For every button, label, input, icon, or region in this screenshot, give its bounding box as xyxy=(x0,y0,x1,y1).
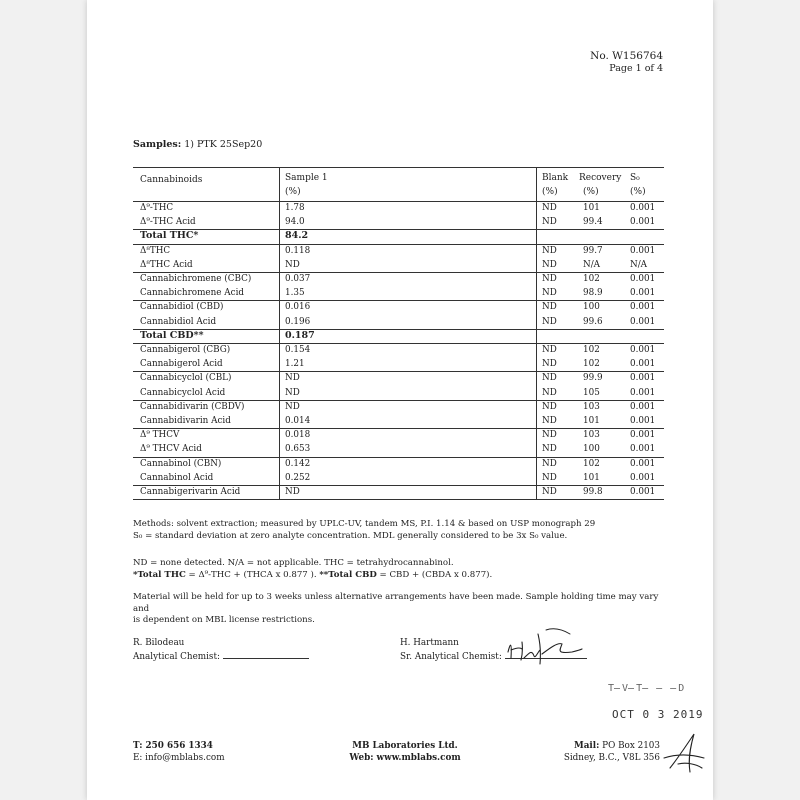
blank-value: ND xyxy=(542,217,557,228)
sample-value: ND xyxy=(285,487,300,497)
methods-line-1: Methods: solvent extraction; measured by UPLC-UV, tandem MS, P.I. 1.14 & based on USP monograph 29 xyxy=(133,519,596,529)
blank-value: ND xyxy=(542,245,557,256)
recovery-value: 101 xyxy=(583,203,600,213)
sample-value: 84.2 xyxy=(285,230,309,242)
s0-value: 0.001 xyxy=(630,217,656,228)
sample-value: 0.016 xyxy=(285,302,311,313)
sample-value: 1.78 xyxy=(285,203,305,213)
recovery-value: 103 xyxy=(583,401,600,412)
sample-value: ND xyxy=(285,387,300,398)
s0-value: 0.001 xyxy=(630,203,656,213)
header-blank: Blank xyxy=(542,173,569,183)
compound-name: Cannabinol (CBN) xyxy=(140,458,222,469)
sample-value: 1.35 xyxy=(285,288,305,299)
abbreviations-line: ND = none detected. N/A = not applicable. THC = tetrahydrocannabinol. xyxy=(133,558,454,568)
s0-value: 0.001 xyxy=(630,274,656,284)
senior-chemist-title: Sr. Analytical Chemist: xyxy=(400,652,502,662)
group-rule xyxy=(133,229,664,230)
sample-value: 0.653 xyxy=(285,444,311,455)
recovery-value: 99.9 xyxy=(583,373,603,384)
footer-phone: T: 250 656 1334 xyxy=(133,741,213,751)
recovery-value: 98.9 xyxy=(583,288,603,299)
s0-value: 0.001 xyxy=(630,444,656,455)
sample-value: 0.037 xyxy=(285,274,311,284)
methods-note xyxy=(133,519,668,542)
column-divider xyxy=(279,167,280,499)
footer-company xyxy=(340,740,470,764)
recovery-value: 99.4 xyxy=(583,217,603,228)
footer-website: Web: www.mblabs.com xyxy=(349,753,461,763)
initials-signature xyxy=(660,728,710,776)
recovery-value: N/A xyxy=(583,259,601,270)
retention-line-1: Material will be held for up to 3 weeks unless alternative arrangements have been made. Sample holding time may vary and xyxy=(133,592,659,614)
abbreviations-note xyxy=(133,558,668,581)
compound-name: Cannabidiol (CBD) xyxy=(140,302,224,313)
sample-value: 1.21 xyxy=(285,359,305,370)
sample-value: 0.252 xyxy=(285,472,311,483)
analytical-chemist-signature-line xyxy=(223,649,309,659)
sample-value: ND xyxy=(285,401,300,412)
recovery-value: 100 xyxy=(583,302,600,313)
recovery-value: 105 xyxy=(583,387,600,398)
total-cbd-formula: = CBD + (CBDA x 0.877). xyxy=(376,569,493,580)
analytical-chemist-signature-block xyxy=(133,637,309,663)
recovery-value: 102 xyxy=(583,458,600,469)
s0-value: N/A xyxy=(630,259,648,270)
compound-name: Cannabichromene Acid xyxy=(140,288,245,299)
sample-value: 0.187 xyxy=(285,329,315,341)
sample-value: ND xyxy=(285,259,300,270)
blank-value: ND xyxy=(542,288,557,299)
footer-contact xyxy=(133,740,225,764)
samples-value: 1) PTK 25Sep20 xyxy=(184,139,263,150)
footer-mail-label: Mail: xyxy=(573,741,600,751)
compound-name: Δ⁹-THC xyxy=(140,203,174,213)
header-s0-unit: (%) xyxy=(630,187,646,197)
compound-name: Total CBD** xyxy=(140,329,204,341)
s0-value: 0.001 xyxy=(630,316,656,327)
sample-value: 0.118 xyxy=(285,245,311,256)
s0-value: 0.001 xyxy=(630,302,656,313)
blank-value: ND xyxy=(542,316,557,327)
total-thc-formula-label: *Total THC xyxy=(133,569,186,580)
compound-name: Δ⁹ THCV xyxy=(140,430,180,441)
header-compound: Cannabinoids xyxy=(140,175,203,185)
recovery-value: 103 xyxy=(583,430,600,441)
blank-value: ND xyxy=(542,359,557,370)
sample-value: 94.0 xyxy=(285,217,305,228)
header-sample: Sample 1 xyxy=(285,173,328,183)
compound-name: Total THC* xyxy=(140,230,199,242)
recovery-value: 102 xyxy=(583,274,600,284)
compound-name: Cannabidiol Acid xyxy=(140,316,217,327)
s0-value: 0.001 xyxy=(630,345,656,355)
blank-value: ND xyxy=(542,430,557,441)
s0-value: 0.001 xyxy=(630,387,656,398)
blank-value: ND xyxy=(542,302,557,313)
cannabinoid-results-table xyxy=(133,167,664,499)
recovery-value: 100 xyxy=(583,444,600,455)
blank-value: ND xyxy=(542,345,557,355)
compound-name: Cannabigerol (CBG) xyxy=(140,345,231,355)
s0-value: 0.001 xyxy=(630,373,656,384)
s0-value: 0.001 xyxy=(630,416,656,426)
header-sample-unit: (%) xyxy=(285,187,301,197)
sample-value: 0.196 xyxy=(285,316,311,327)
footer-mailing-address xyxy=(520,740,660,764)
compound-name: Cannabigerivarin Acid xyxy=(140,487,241,497)
methods-line-2: S₀ = standard deviation at zero analyte concentration. MDL generally considered to be 3x S₀ value. xyxy=(133,530,568,541)
totals-formula-line xyxy=(133,570,668,582)
group-rule xyxy=(133,499,664,500)
blank-value: ND xyxy=(542,373,557,384)
compound-name: Cannabichromene (CBC) xyxy=(140,274,252,284)
compound-name: Δ⁹-THC Acid xyxy=(140,217,196,228)
header-recovery-unit: (%) xyxy=(583,187,599,197)
received-stamp-header: T̶V̶T̶ ̶ ̶D xyxy=(608,683,687,694)
compound-name: Δ⁸THC xyxy=(140,245,171,256)
sample-value: 0.142 xyxy=(285,458,311,469)
blank-value: ND xyxy=(542,416,557,426)
recovery-value: 99.6 xyxy=(583,316,603,327)
samples-label: Samples: xyxy=(133,139,182,150)
footer-company-name: MB Laboratories Ltd. xyxy=(352,741,458,751)
s0-value: 0.001 xyxy=(630,430,656,441)
header-recovery: Recovery xyxy=(579,173,622,183)
footer-mail-box: PO Box 2103 xyxy=(602,741,660,751)
recovery-value: 102 xyxy=(583,359,600,370)
sample-value: ND xyxy=(285,373,300,384)
blank-value: ND xyxy=(542,387,557,398)
s0-value: 0.001 xyxy=(630,245,656,256)
page-indicator: Page 1 of 4 xyxy=(609,63,663,74)
recovery-value: 99.8 xyxy=(583,487,603,497)
compound-name: Cannabidivarin Acid xyxy=(140,416,231,426)
received-stamp-date: OCT 0 3 2019 xyxy=(612,708,704,721)
analytical-chemist-title: Analytical Chemist: xyxy=(133,652,220,662)
s0-value: 0.001 xyxy=(630,401,656,412)
footer-email: E: info@mblabs.com xyxy=(133,753,225,763)
senior-chemist-name: H. Hartmann xyxy=(400,638,459,648)
footer-mail-city: Sidney, B.C., V8L 356 xyxy=(563,753,660,763)
sample-value: 0.154 xyxy=(285,345,311,355)
header-blank-unit: (%) xyxy=(542,187,558,197)
compound-name: Cannabigerol Acid xyxy=(140,359,223,370)
header-s0: S₀ xyxy=(630,173,640,183)
total-thc-formula: = Δ⁹-THC + (THCA x 0.877 ). xyxy=(185,569,320,580)
blank-value: ND xyxy=(542,401,557,412)
blank-value: ND xyxy=(542,203,557,213)
document-number: No. W156764 xyxy=(590,50,663,62)
s0-value: 0.001 xyxy=(630,458,656,469)
total-cbd-formula-label: **Total CBD xyxy=(319,569,377,580)
blank-value: ND xyxy=(542,458,557,469)
recovery-value: 101 xyxy=(583,472,600,483)
table-top-rule xyxy=(133,167,664,168)
retention-line-2: is dependent on MBL license restrictions. xyxy=(133,615,315,625)
compound-name: Cannabinol Acid xyxy=(140,472,214,483)
blank-value: ND xyxy=(542,487,557,497)
column-divider xyxy=(536,167,537,499)
recovery-value: 102 xyxy=(583,345,600,355)
recovery-value: 99.7 xyxy=(583,245,603,256)
recovery-value: 101 xyxy=(583,416,600,426)
compound-name: Δ⁸THC Acid xyxy=(140,259,193,270)
s0-value: 0.001 xyxy=(630,359,656,370)
blank-value: ND xyxy=(542,259,557,270)
blank-value: ND xyxy=(542,444,557,455)
blank-value: ND xyxy=(542,274,557,284)
group-rule xyxy=(133,329,664,330)
s0-value: 0.001 xyxy=(630,472,656,483)
sample-value: 0.014 xyxy=(285,416,311,426)
compound-name: Δ⁹ THCV Acid xyxy=(140,444,202,455)
samples-line xyxy=(133,139,262,150)
sample-value: 0.018 xyxy=(285,430,311,441)
compound-name: Cannabicyclol (CBL) xyxy=(140,373,232,384)
s0-value: 0.001 xyxy=(630,288,656,299)
blank-value: ND xyxy=(542,472,557,483)
compound-name: Cannabicyclol Acid xyxy=(140,387,226,398)
s0-value: 0.001 xyxy=(630,487,656,497)
analytical-chemist-name: R. Bilodeau xyxy=(133,638,185,648)
compound-name: Cannabidivarin (CBDV) xyxy=(140,401,245,412)
handwritten-signature xyxy=(500,622,590,670)
